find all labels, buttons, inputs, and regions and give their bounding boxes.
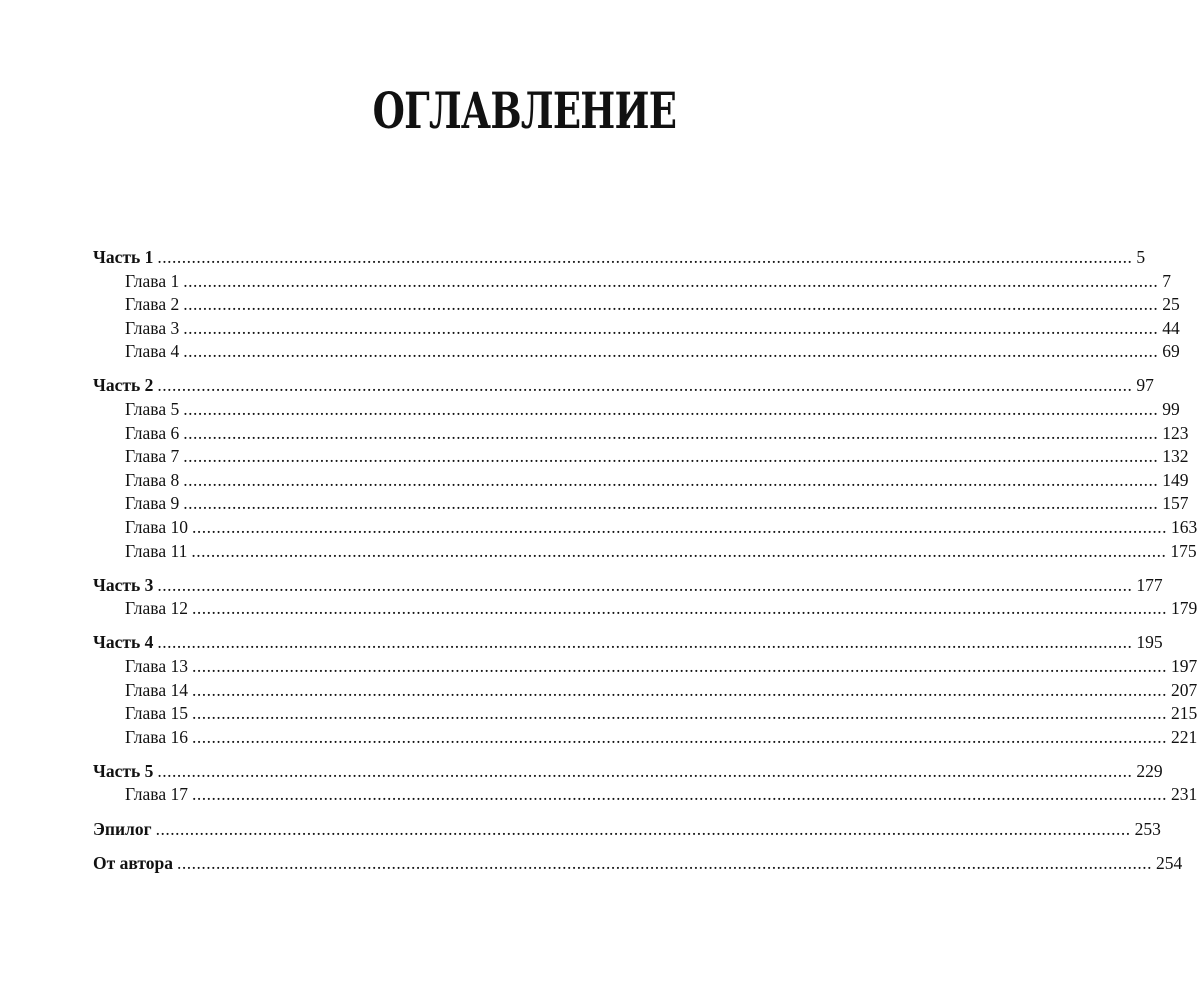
toc-page-number: 175 [1170,540,1197,561]
toc-dot-leader: ........................................................................................................................................................................................................ [157,760,1133,781]
toc-dot-leader: ........................................................................................................................................................................................................ [183,422,1159,443]
toc-page-number: 195 [1136,632,1163,653]
toc-part-entry[interactable] [93,246,1146,270]
toc-entry-label: Глава 17 [125,784,188,805]
toc-entry-label: Часть 3 [93,574,154,595]
toc-dot-leader: ........................................................................................................................................................................................................ [183,294,1159,315]
toc-part-entry[interactable] [93,374,1154,398]
toc-dot-leader: ........................................................................................................................................................................................................ [191,540,1167,561]
toc-dot-leader: ........................................................................................................................................................................................................ [191,726,1167,747]
toc-entry-label: Глава 14 [125,679,188,700]
toc-dot-leader: ........................................................................................................................................................................................................ [183,270,1159,291]
toc-dot-leader: ........................................................................................................................................................................................................ [157,574,1133,595]
toc-chapter-entry[interactable] [93,340,1180,364]
toc-page-number: 99 [1162,399,1180,420]
toc-page-number: 157 [1162,493,1189,514]
toc-page-number: 229 [1136,760,1163,781]
table-of-contents [93,246,1197,875]
toc-part-entry[interactable] [93,818,1161,842]
toc-page-number: 123 [1162,422,1189,443]
toc-entry-label: Глава 11 [125,540,188,561]
toc-chapter-entry[interactable] [93,398,1180,422]
toc-chapter-entry[interactable] [93,702,1197,726]
toc-entry-label: Эпилог [93,818,152,839]
toc-page-number: 163 [1170,517,1197,538]
toc-part-entry[interactable] [93,852,1183,876]
toc-entry-label: Глава 2 [125,294,180,315]
toc-page-number: 69 [1162,341,1180,362]
toc-chapter-entry[interactable] [93,445,1189,469]
toc-chapter-entry[interactable] [93,655,1197,679]
toc-entry-label: Глава 15 [125,703,188,724]
toc-chapter-entry[interactable] [93,293,1180,317]
toc-entry-label: Глава 10 [125,517,188,538]
toc-chapter-entry[interactable] [93,516,1197,540]
toc-page-number: 215 [1170,703,1197,724]
toc-page-number: 7 [1162,270,1171,291]
toc-dot-leader: ........................................................................................................................................................................................................ [176,852,1152,873]
toc-chapter-entry[interactable] [93,679,1197,703]
toc-dot-leader: ........................................................................................................................................................................................................ [191,656,1167,676]
toc-dot-leader: ........................................................................................................................................................................................................ [191,598,1167,619]
toc-entry-label: Глава 12 [125,598,188,619]
toc-page-number: 5 [1136,247,1146,267]
toc-part-entry[interactable] [93,631,1163,655]
toc-page-number: 179 [1170,598,1197,619]
toc-dot-leader: ........................................................................................................................................................................................................ [157,247,1133,267]
toc-dot-leader: ........................................................................................................................................................................................................ [191,703,1167,724]
toc-entry-label: Глава 13 [125,656,188,676]
toc-page-number: 197 [1170,656,1197,676]
toc-entry-label: Часть 5 [93,760,154,781]
toc-dot-leader: ........................................................................................................................................................................................................ [157,375,1133,396]
toc-chapter-entry[interactable] [93,726,1197,750]
toc-dot-leader: ........................................................................................................................................................................................................ [183,317,1159,338]
toc-entry-label: Глава 5 [125,399,180,420]
toc-page-number: 149 [1162,469,1189,490]
toc-page-number: 97 [1136,375,1154,396]
toc-entry-label: Глава 8 [125,469,180,490]
toc-page-number: 254 [1155,852,1183,873]
toc-entry-label: Глава 16 [125,726,188,747]
toc-dot-leader: ........................................................................................................................................................................................................ [191,784,1167,805]
toc-page-number: 221 [1170,726,1197,747]
toc-entry-label: Глава 7 [125,446,180,467]
toc-page-number: 44 [1162,317,1180,338]
toc-entry-label: От автора [93,852,173,873]
toc-entry-label: Часть 4 [93,632,154,653]
toc-entry-label: Глава 6 [125,422,180,443]
toc-dot-leader: ........................................................................................................................................................................................................ [157,632,1133,653]
toc-chapter-entry[interactable] [93,540,1197,564]
toc-dot-leader: ........................................................................................................................................................................................................ [191,517,1167,538]
toc-chapter-entry[interactable] [93,597,1197,621]
toc-page-number: 25 [1162,294,1180,315]
toc-entry-label: Глава 3 [125,317,180,338]
toc-chapter-entry[interactable] [93,422,1189,446]
toc-page-number: 231 [1170,784,1197,805]
page-title: ОГЛАВЛЕНИЕ [372,81,676,140]
toc-dot-leader: ........................................................................................................................................................................................................ [183,493,1159,514]
toc-page-number: 177 [1136,574,1163,595]
toc-entry-label: Глава 1 [125,270,180,291]
toc-entry-label: Часть 2 [93,375,154,396]
toc-dot-leader: ........................................................................................................................................................................................................ [183,446,1159,467]
toc-dot-leader: ........................................................................................................................................................................................................ [191,679,1167,700]
toc-part-entry[interactable] [93,574,1163,598]
toc-chapter-entry[interactable] [93,317,1180,341]
toc-chapter-entry[interactable] [93,469,1189,493]
toc-page-number: 207 [1170,679,1197,700]
toc-dot-leader: ........................................................................................................................................................................................................ [155,818,1131,839]
toc-entry-label: Глава 4 [125,341,180,362]
toc-entry-label: Глава 9 [125,493,180,514]
toc-chapter-entry[interactable] [93,492,1189,516]
toc-dot-leader: ........................................................................................................................................................................................................ [183,341,1159,362]
toc-page-number: 132 [1162,446,1189,467]
toc-dot-leader: ........................................................................................................................................................................................................ [183,469,1159,490]
toc-chapter-entry[interactable] [93,270,1171,294]
toc-entry-label: Часть 1 [93,247,154,267]
toc-dot-leader: ........................................................................................................................................................................................................ [183,399,1159,420]
toc-chapter-entry[interactable] [93,783,1197,807]
toc-page-number: 253 [1134,818,1161,839]
toc-part-entry[interactable] [93,760,1163,784]
